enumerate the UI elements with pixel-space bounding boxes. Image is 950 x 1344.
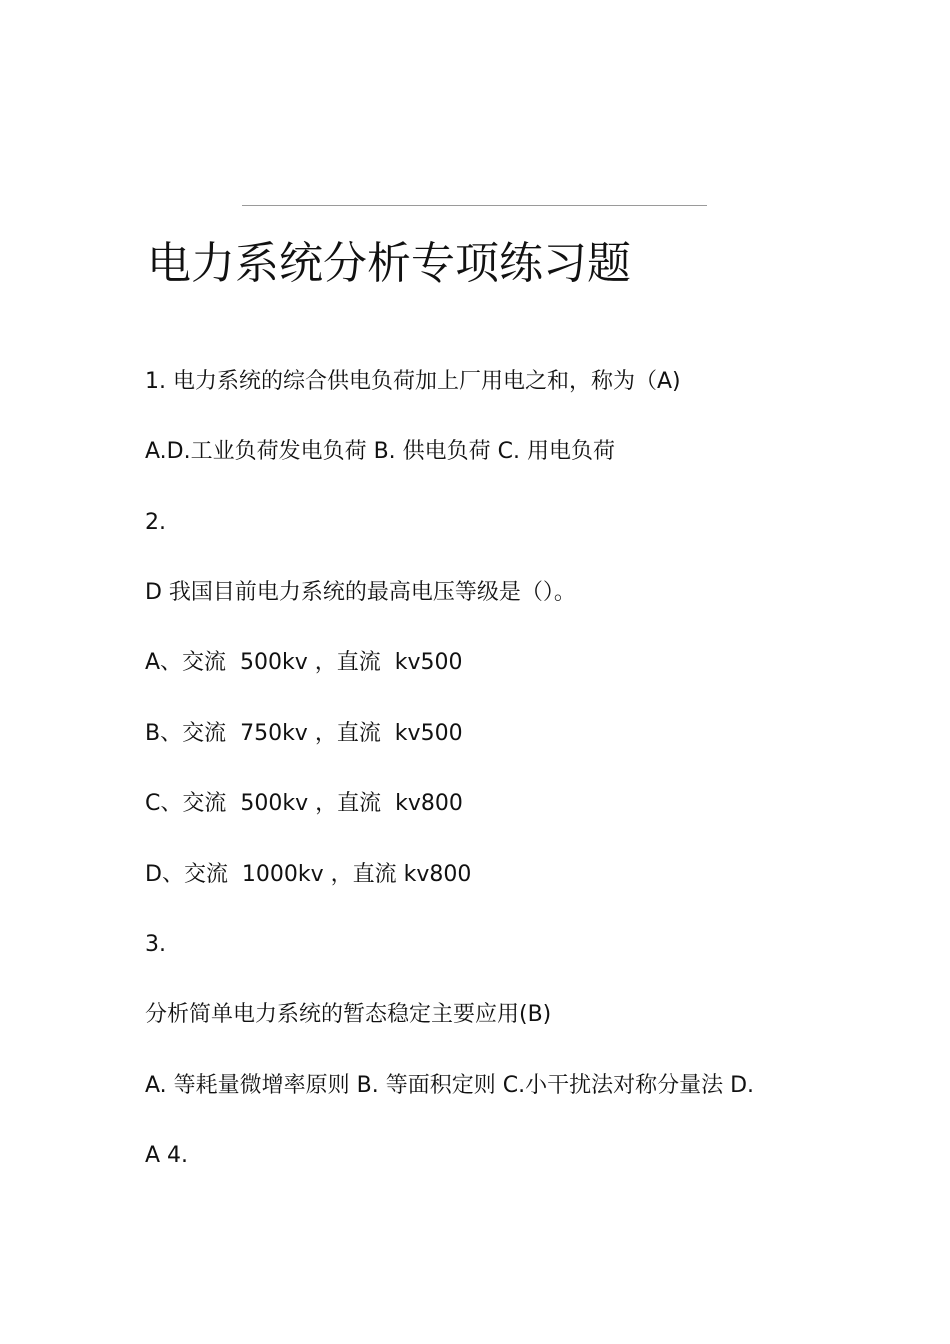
question-2-option-b: B、交流 750kv ，直流 kv500 [145,721,463,746]
page-title: 电力系统分析专项练习题 [147,238,631,289]
question-3-stem: 分析简单电力系统的暂态稳定主要应用(B) [145,1002,552,1027]
question-3-number: 3. [145,932,166,957]
question-2-option-a: A、交流 500kv ，直流 kv500 [145,650,463,675]
question-2-option-c: C、交流 500kv ，直流 kv800 [145,791,463,816]
question-4-number: A 4. [145,1143,189,1168]
question-2-option-d: D、交流 1000kv ，直流 kv800 [145,862,472,887]
question-1-stem: 1. 电力系统的综合供电负荷加上厂用电之和，称为（A) [145,369,681,394]
question-1-options: A.D.工业负荷发电负荷 B. 供电负荷 C. 用电负荷 [145,439,616,464]
question-2-number: 2. [145,510,166,535]
question-2-stem: D 我国目前电力系统的最高电压等级是（）。 [145,580,576,605]
question-3-options: A. 等耗量微增率原则 B. 等面积定则 C.小干扰法对称分量法 D. [145,1073,754,1098]
header-rule [242,205,707,206]
